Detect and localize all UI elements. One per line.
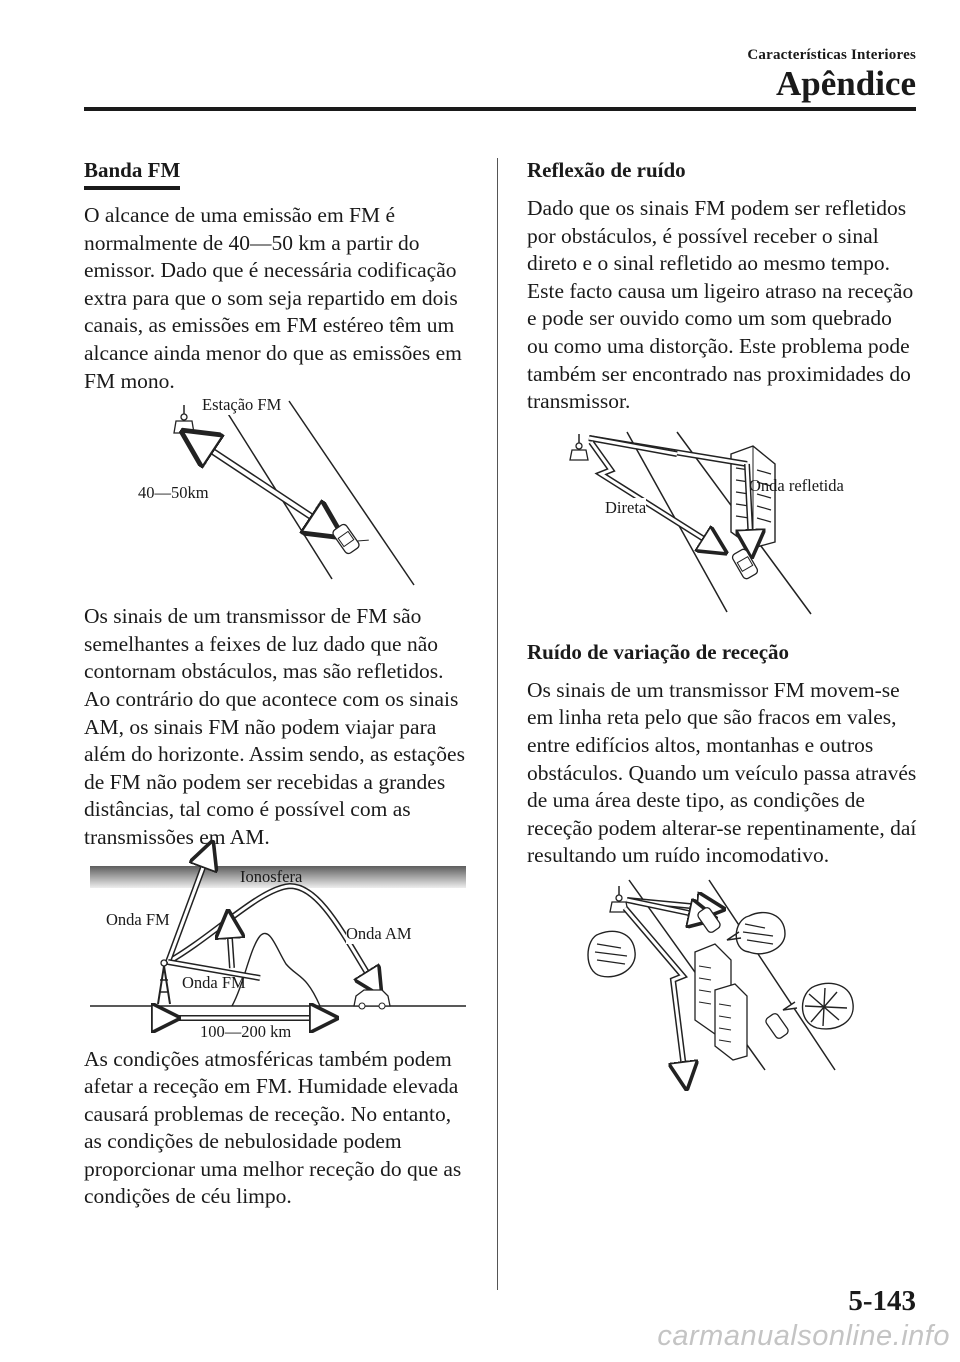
paragraph-atmospheric: As condições atmosféricas também podem afetar a receção em FM. Humidade elevada causará problemas de receção. No entanto, as condições de nebulosidade podem proporcionar uma melhor receção do que as condições de céu limpo. — [84, 1046, 462, 1209]
label-am-wave: Onda AM — [346, 923, 412, 943]
transmitter-icon — [174, 405, 194, 433]
column-divider — [497, 158, 498, 1290]
radio-tower-icon — [158, 960, 170, 1004]
building-icon — [695, 944, 747, 1060]
label-fm-station: Estação FM — [202, 395, 282, 415]
label-ionosphere: Ionosfera — [240, 866, 303, 886]
heading-fm-band: Banda FM — [84, 158, 466, 190]
paragraph-noise-reflection: Dado que os sinais FM podem ser refletidos por obstáculos, é possível receber o sinal direto e o sinal refletido ao mesmo tempo. Este facto causa um ligeiro atraso na receção e pode ser ouvido como um som quebrado ou como uma distorção. Este problema pode também ser encontrado nas proximidades do transmissor. — [527, 196, 914, 414]
car-icon — [354, 990, 390, 1009]
reflection-illustration — [527, 424, 917, 620]
section-title: Características Interiores — [747, 47, 916, 63]
left-column — [84, 158, 466, 1211]
ionosphere-illustration — [84, 866, 466, 1024]
paragraph-fm-light-beams: Os sinais de um transmissor de FM são semelhantes a feixes de luz dado que não contornam obstáculos, mas são refletidos. Ao contrário do que acontece com os sinais AM, os sinais FM não podem viajar para além do horizonte. Assim sendo, as estações de FM não podem ser recebidas a grandes distâncias, tal como é possível com as transmissões em AM. — [84, 604, 465, 849]
label-fm-wave-upper: Onda FM — [106, 909, 170, 929]
heading-reception-variation: Ruído de variação de receção — [527, 639, 790, 664]
noise-bubble-icon — [783, 983, 853, 1028]
paragraph-reception-variation: Os sinais de um transmissor FM movem-se em linha reta pelo que são fracos em vales, entre edifícios altos, montanhas e outros obstáculos. Quando um veículo passa através de uma área deste tipo, as condições de receção podem alterar-se repentinamente, daí resultando um ruído incomodativo. — [527, 677, 917, 868]
right-column — [527, 158, 917, 1076]
label-distance: 100―200 km — [200, 1021, 292, 1041]
paragraph-fm-range: O alcance de uma emissão em FM é normalmente de 40―50 km a partir do emissor. Dado que é necessária codificação extra para que o som seja repartido em dois canais, as emissões em FM estéreo têm um alcance ainda menor do que as emissões em FM mono. — [84, 203, 462, 393]
label-range: 40―50km — [138, 483, 209, 503]
car-icon — [331, 517, 368, 555]
car-icon — [764, 1012, 789, 1040]
header-rule — [84, 107, 916, 111]
page-number: 5-143 — [848, 1285, 916, 1317]
watermark: carmanualsonline.info — [657, 1320, 950, 1352]
label-reflected-wave: Onda refletida — [749, 475, 844, 495]
label-fm-wave-lower: Onda FM — [182, 972, 246, 992]
figure-fm-am-propagation — [84, 866, 466, 1041]
figure-reflected-signal — [527, 424, 917, 620]
noise-bubble-icon — [727, 912, 785, 953]
noise-bubble-icon — [588, 931, 635, 976]
heading-noise-reflection: Reflexão de ruído — [527, 158, 686, 182]
chapter-title: Apêndice — [776, 64, 916, 103]
figure-reception-variation — [527, 880, 917, 1076]
figure-fm-station-range — [84, 395, 466, 593]
transmitter-icon — [570, 434, 588, 460]
car-icon — [696, 906, 721, 934]
reception-variation-illustration — [527, 880, 917, 1076]
label-direct-wave: Direta — [605, 497, 647, 517]
car-icon — [731, 548, 759, 580]
